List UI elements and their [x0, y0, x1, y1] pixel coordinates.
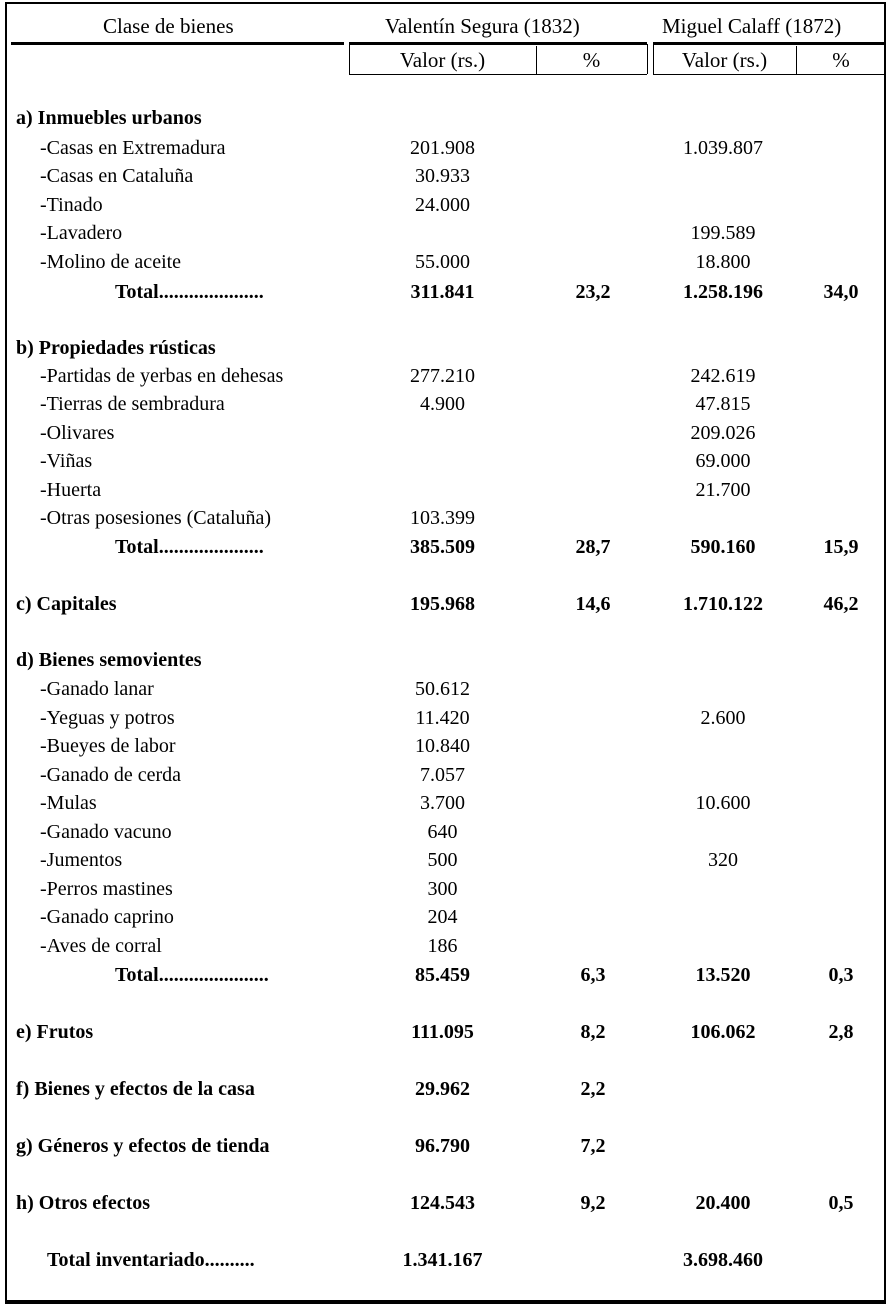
row-value-vsp: 6,3: [580, 964, 606, 986]
row-value-mc: 242.619: [690, 365, 756, 387]
table-row: [0, 390, 893, 418]
row-label: -Ganado de cerda: [40, 764, 182, 786]
row-value-vs: 103.399: [410, 507, 475, 529]
row-label: Total.....................: [115, 536, 264, 558]
header-clase-de-bienes: Clase de bienes: [103, 14, 234, 38]
row-value-mcp: 0,3: [828, 964, 854, 986]
table-row: [0, 1018, 893, 1046]
table-row: [0, 278, 893, 306]
header-pct-valentin: %: [582, 48, 601, 72]
table-row: [0, 1246, 893, 1274]
row-label: -Aves de corral: [40, 935, 162, 957]
row-value-mc: 1.710.122: [683, 593, 763, 615]
row-value-mc: 209.026: [690, 422, 756, 444]
row-value-vs: 311.841: [410, 281, 475, 303]
table-row: [0, 1189, 893, 1217]
row-value-mcp: 2,8: [828, 1021, 854, 1043]
row-value-mc: 10.600: [695, 792, 751, 814]
row-label: -Yeguas y potros: [40, 707, 175, 729]
row-label: b) Propiedades rústicas: [16, 337, 216, 359]
row-label: d) Bienes semovientes: [16, 649, 202, 671]
table-row: [0, 1132, 893, 1160]
row-label: -Viñas: [40, 450, 93, 472]
row-label: -Perros mastines: [40, 878, 173, 900]
header-valor-valentin: Valor (rs.): [399, 48, 486, 72]
row-value-mc: 69.000: [695, 450, 751, 472]
row-value-vs: 204: [427, 906, 458, 928]
row-value-vsp: 28,7: [575, 536, 611, 558]
header-miguel-calaff: Miguel Calaff (1872): [662, 14, 842, 38]
table-row: [0, 334, 893, 362]
row-label: -Ganado caprino: [40, 906, 174, 928]
row-value-mc: 21.700: [695, 479, 751, 501]
row-value-vsp: 14,6: [575, 593, 611, 615]
table-row: [0, 162, 893, 190]
row-value-vs: 55.000: [415, 251, 470, 273]
row-value-mc: 199.589: [690, 222, 756, 244]
row-value-mc: 1.039.807: [683, 137, 763, 159]
row-value-mc: 106.062: [690, 1021, 756, 1043]
table-row: [0, 761, 893, 789]
row-value-vs: 385.509: [410, 536, 475, 558]
row-value-mcp: 34,0: [823, 281, 859, 303]
row-value-mc: 47.815: [695, 393, 751, 415]
row-label: -Ganado lanar: [40, 678, 154, 700]
row-value-vsp: 2,2: [580, 1078, 606, 1100]
table-row: [0, 846, 893, 874]
row-label: a) Inmuebles urbanos: [16, 107, 202, 129]
row-value-vs: 11.420: [415, 707, 470, 729]
row-value-vsp: 9,2: [580, 1192, 606, 1214]
row-value-vs: 124.543: [410, 1192, 475, 1214]
row-value-vs: 300: [427, 878, 458, 900]
row-value-mcp: 15,9: [823, 536, 859, 558]
table-row: [0, 704, 893, 732]
header-valor-miguel: Valor (rs.): [681, 48, 768, 72]
row-value-vs: 7.057: [420, 764, 465, 786]
row-value-mcp: 46,2: [823, 593, 859, 615]
row-value-vs: 201.908: [410, 137, 475, 159]
row-value-mc: 320: [708, 849, 738, 871]
table-row: [0, 134, 893, 162]
row-label: -Olivares: [40, 422, 115, 444]
table-row: [0, 675, 893, 703]
row-value-vs: 85.459: [415, 964, 470, 986]
row-value-vs: 500: [427, 849, 458, 871]
row-label: -Molino de aceite: [40, 251, 182, 273]
table-row: [0, 646, 893, 674]
row-label: -Casas en Extremadura: [40, 137, 226, 159]
row-value-mc: 1.258.196: [683, 281, 763, 303]
row-value-vs: 29.962: [415, 1078, 470, 1100]
row-value-vs: 195.968: [410, 593, 475, 615]
table-row: [0, 590, 893, 618]
table-row: [0, 476, 893, 504]
row-value-vs: 24.000: [415, 194, 470, 216]
row-value-mc: 2.600: [700, 707, 746, 729]
row-value-vsp: 8,2: [580, 1021, 606, 1043]
table-row: [0, 219, 893, 247]
row-label: Total inventariado..........: [47, 1249, 255, 1271]
row-value-vs: 30.933: [415, 165, 470, 187]
header-valentin-segura: Valentín Segura (1832): [385, 14, 580, 38]
row-value-vs: 1.341.167: [402, 1249, 483, 1271]
row-value-vs: 10.840: [415, 735, 470, 757]
row-label: -Partidas de yerbas en dehesas: [40, 365, 284, 387]
row-value-vs: 3.700: [420, 792, 465, 814]
row-label: -Otras posesiones (Cataluña): [40, 507, 272, 529]
row-value-vsp: 7,2: [580, 1135, 606, 1157]
bottom-rule: [5, 1300, 886, 1304]
row-value-mc: 18.800: [695, 251, 751, 273]
row-label: -Bueyes de labor: [40, 735, 176, 757]
table-row: [0, 504, 893, 532]
table-row: [0, 362, 893, 390]
row-value-mc: 20.400: [695, 1192, 751, 1214]
table-row: [0, 248, 893, 276]
table-row: [0, 818, 893, 846]
row-value-vs: 50.612: [415, 678, 470, 700]
table-row: [0, 533, 893, 561]
table-row: [0, 1075, 893, 1103]
row-value-vs: 111.095: [411, 1021, 474, 1043]
row-value-mc: 3.698.460: [683, 1249, 763, 1271]
table-row: [0, 789, 893, 817]
row-label: c) Capitales: [16, 593, 117, 615]
row-label: -Jumentos: [40, 849, 123, 871]
row-value-vs: 186: [427, 935, 458, 957]
row-label: -Ganado vacuno: [40, 821, 172, 843]
row-value-vs: 4.900: [420, 393, 465, 415]
row-label: e) Frutos: [16, 1021, 94, 1043]
table-row: [0, 732, 893, 760]
table-row: [0, 903, 893, 931]
row-label: f) Bienes y efectos de la casa: [16, 1078, 255, 1100]
row-label: Total.....................: [115, 281, 264, 303]
table-row: [0, 191, 893, 219]
row-value-vsp: 23,2: [575, 281, 611, 303]
row-label: -Huerta: [40, 479, 102, 501]
table-row: [0, 104, 893, 132]
table-row: [0, 447, 893, 475]
row-value-mc: 590.160: [690, 536, 756, 558]
row-label: -Mulas: [40, 792, 97, 814]
row-value-vs: 277.210: [410, 365, 475, 387]
row-label: -Lavadero: [40, 222, 123, 244]
row-label: g) Géneros y efectos de tienda: [16, 1135, 270, 1157]
row-value-mcp: 0,5: [828, 1192, 854, 1214]
row-label: -Tinado: [40, 194, 103, 216]
table-row: [0, 932, 893, 960]
row-label: h) Otros efectos: [16, 1192, 151, 1214]
row-label: -Casas en Cataluña: [40, 165, 194, 187]
table-row: [0, 875, 893, 903]
row-value-mc: 13.520: [695, 964, 751, 986]
row-label: Total......................: [115, 964, 269, 986]
row-value-vs: 640: [427, 821, 458, 843]
row-label: -Tierras de sembradura: [40, 393, 225, 415]
row-value-vs: 96.790: [415, 1135, 470, 1157]
header-pct-miguel: %: [832, 48, 850, 72]
table-row: [0, 419, 893, 447]
table-row: [0, 961, 893, 989]
